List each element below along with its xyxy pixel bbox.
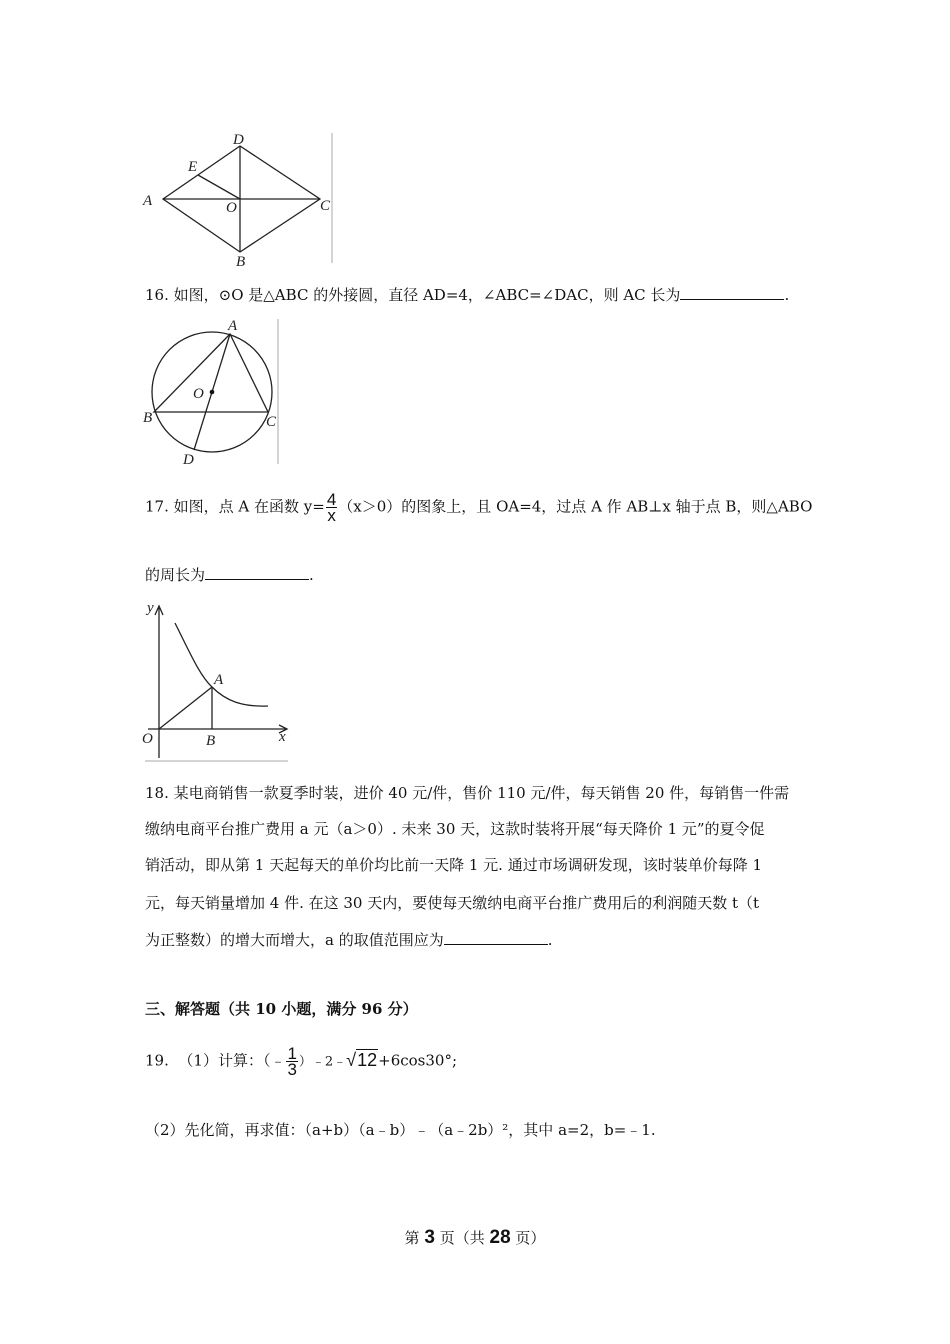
q16-end: . bbox=[784, 286, 790, 304]
q16-text: 如图，⊙O 是△ABC 的外接圆，直径 AD=4，∠ABC=∠DAC，则 AC 长为 bbox=[173, 286, 681, 304]
label-x: x bbox=[279, 729, 286, 745]
question-19 bbox=[145, 1046, 457, 1077]
q19-tail: +6cos30°; bbox=[378, 1051, 458, 1070]
figure-hyperbola bbox=[140, 598, 300, 768]
q17-end: . bbox=[309, 566, 314, 584]
label-o: O bbox=[193, 386, 204, 402]
label-y: y bbox=[147, 600, 154, 616]
section-title: 三、解答题（共 10 小题，满分 96 分） bbox=[145, 1000, 418, 1018]
figure-rhombus bbox=[140, 128, 340, 268]
q17-answer-blank bbox=[205, 565, 309, 580]
label-b: B bbox=[206, 733, 216, 749]
q18-end: . bbox=[547, 931, 553, 949]
footer-page-number: 3 bbox=[424, 1227, 435, 1248]
q19-sqrt: √12 bbox=[346, 1049, 378, 1070]
segment-oe bbox=[198, 175, 240, 199]
label-b: B bbox=[236, 254, 246, 268]
label-o: O bbox=[226, 200, 237, 216]
label-c: C bbox=[320, 198, 331, 214]
q18-line-4: 元，每天销量增加 4 件. 在这 30 天内，要使每天缴纳电商平台推广费用后的利润随天数 t（t bbox=[145, 894, 760, 912]
q19-sqrt-value: 12 bbox=[357, 1049, 378, 1070]
q18-line-1: 18. 某电商销售一款夏季时装，进价 40 元/件，售价 110 元/件，每天销售 20 件，每销售一件需 bbox=[145, 784, 790, 802]
q18-line-5 bbox=[145, 929, 553, 951]
q19-fraction bbox=[286, 1046, 297, 1077]
label-a: A bbox=[143, 193, 153, 209]
label-d: D bbox=[183, 452, 194, 468]
q17-text-b: （x＞0）的图象上，且 OA=4，过点 A 作 AB⊥x 轴于点 B，则△ABO bbox=[338, 497, 813, 516]
q19-part2: （2）先化简，再求值：（a+b）（a﹣b）﹣（a﹣2b）²，其中 a=2，b=﹣1. bbox=[145, 1121, 656, 1139]
q18-last-line: 为正整数）的增大而增大，a 的取值范围应为 bbox=[145, 931, 444, 949]
question-17-line2 bbox=[145, 564, 314, 586]
page-footer bbox=[0, 1227, 950, 1249]
segment-oa bbox=[159, 687, 212, 729]
center-dot bbox=[210, 390, 215, 395]
q19-frac-den: 3 bbox=[287, 1060, 297, 1079]
q17-line2: 的周长为 bbox=[145, 566, 206, 584]
q17-frac-den: x bbox=[327, 506, 336, 525]
q19-frac-num: 1 bbox=[287, 1044, 297, 1063]
q18-line-2: 缴纳电商平台推广费用 a 元（a＞0）. 未来 30 天，这款时装将开展“每天降价 1 元”的夏令促 bbox=[145, 820, 765, 838]
q16-number: 16. bbox=[145, 286, 169, 304]
footer-total-pages: 28 bbox=[489, 1227, 511, 1248]
footer-post: 页） bbox=[515, 1229, 546, 1247]
q19-exponent: ）﹣2﹣ bbox=[298, 1054, 347, 1070]
label-a: A bbox=[228, 318, 238, 334]
q18-answer-blank bbox=[444, 930, 548, 945]
label-a: A bbox=[214, 672, 224, 688]
q17-number: 17. bbox=[145, 497, 169, 516]
figure-circle-triangle bbox=[140, 314, 285, 469]
q17-frac-num: 4 bbox=[326, 490, 337, 509]
question-17 bbox=[145, 492, 812, 523]
label-c: C bbox=[266, 414, 277, 430]
footer-mid: 页（共 bbox=[439, 1229, 485, 1247]
label-o: O bbox=[142, 731, 153, 747]
label-e: E bbox=[188, 159, 198, 175]
q17-fraction bbox=[326, 492, 337, 523]
question-16 bbox=[145, 284, 789, 306]
q18-line-3: 销活动，即从第 1 天起每天的单价均比前一天降 1 元. 通过市场调研发现，该时装单价每降 1 bbox=[145, 856, 763, 874]
hyperbola-curve bbox=[175, 623, 268, 706]
label-d: D bbox=[233, 132, 244, 148]
q17-text-a: 如图，点 A 在函数 y= bbox=[173, 497, 325, 516]
q19-number: 19. bbox=[145, 1051, 169, 1070]
q19-part1-label: （1）计算：（﹣ bbox=[178, 1051, 286, 1070]
q16-answer-blank bbox=[680, 285, 784, 300]
label-b: B bbox=[143, 410, 153, 426]
footer-pre: 第 bbox=[404, 1229, 420, 1247]
